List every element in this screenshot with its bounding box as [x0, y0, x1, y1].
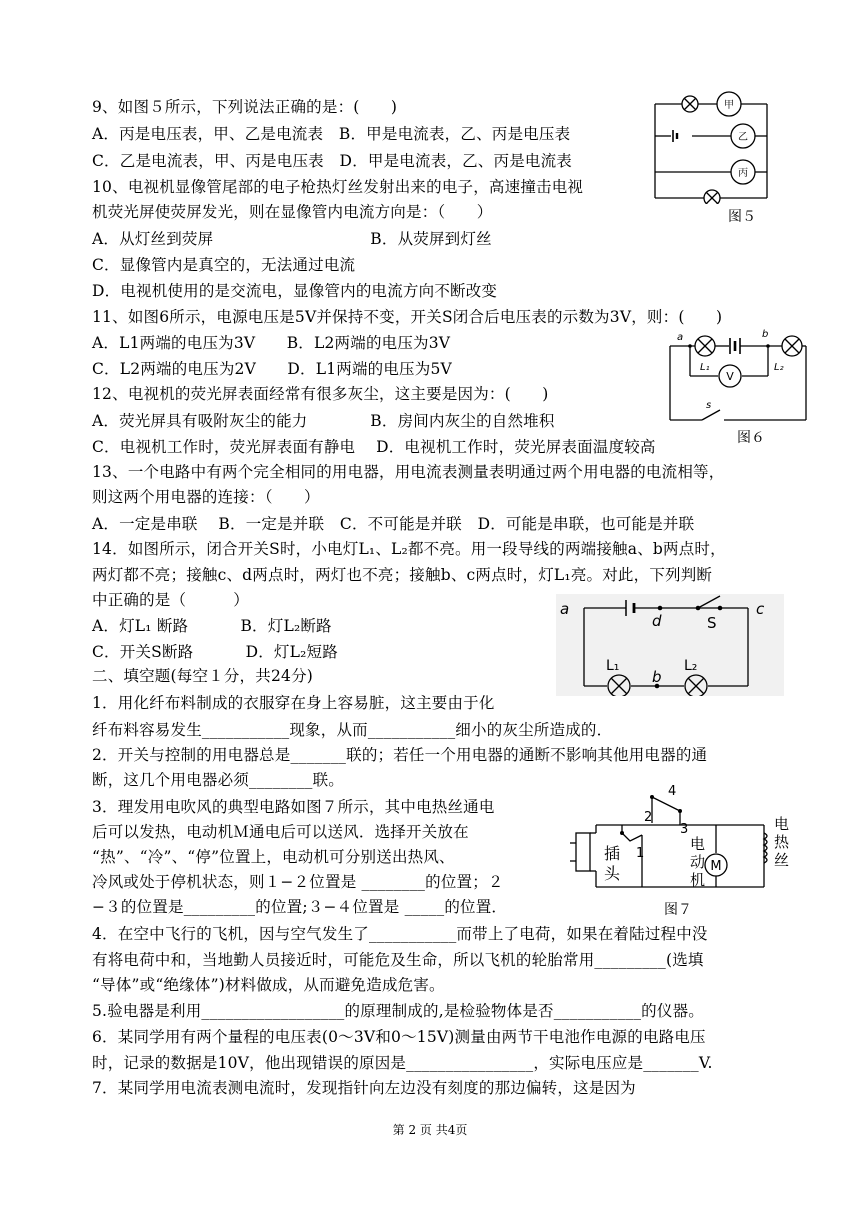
fb1-line-2: 纤布料容易发生___________现象，从而___________细小的灰尘所造成的．	[92, 721, 613, 739]
q13-options: A．一定是串联 B．一定是并联 C．不可能是并联 D．可能是串联，也可能是并联	[92, 515, 695, 533]
figure-7-circuit	[556, 783, 796, 901]
q12-stem: 12、电视机的荧光屏表面经常有很多灰尘，这主要是因为：( )	[92, 385, 549, 403]
q9-stem: 9、如图５所示，下列说法正确的是：( )	[92, 98, 398, 116]
fig7-label-dian: 电	[690, 835, 706, 853]
fig14-label-a: a	[560, 600, 570, 618]
fb6-line-2: 时，记录的数据是10V，他出现错误的原因是________________，实际电压应是_______V.	[92, 1054, 713, 1072]
fig14-label-d: d	[652, 612, 662, 630]
fb4-line-3: “导体”或“绝缘体”)材料做成，从而避免造成危害。	[92, 976, 445, 994]
fig6-label-l2: L₂	[774, 362, 784, 373]
fig7-label-tou: 头	[604, 864, 621, 883]
figure-5-caption: 图５	[728, 209, 756, 225]
fb3-line-4: 冷风或处于停机状态，则１−２位置是 ________的位置；２	[92, 873, 504, 891]
q11-option-cd: C．L2两端的电压为2V D．L1两端的电压为5V	[92, 360, 452, 378]
fb3-line-1: 3．理发用电吹风的典型电路如图７所示，其中电热丝通电	[92, 798, 495, 816]
q14-option-cd: C．开关S断路 D．灯L₂短路	[92, 643, 338, 661]
q14-stem-3: 中正确的是（ ）	[92, 591, 250, 609]
fig14-label-l2: L₂	[684, 658, 698, 674]
fig5-label-yi: 乙	[738, 132, 748, 143]
fb2-line-1: 2．开关与控制的用电器总是_______联的；若任一个用电器的通断不影响其他用电器的通	[92, 746, 708, 764]
q10-option-ab: A．从灯丝到荧屏 B．从荧屏到灯丝	[92, 230, 492, 248]
fig14-label-b: b	[652, 668, 662, 686]
fig7-label-heat-2: 热	[774, 833, 790, 851]
fb4-line-2: 有将电荷中和，当地勤人员接近时，可能危及生命，所以飞机的轮胎常用_________(选填	[92, 951, 704, 969]
q11-stem: 11、如图6所示，电源电压是5V并保持不变，开关S闭合后电压表的示数为3V，则：( )	[92, 308, 723, 326]
q12-option-cd: C．电视机工作时，荧光屏表面有静电 D．电视机工作时，荧光屏表面温度较高	[92, 438, 656, 456]
fig7-label-2: 2	[644, 810, 653, 825]
fig7-label-heat-3: 丝	[774, 851, 790, 869]
fb2-line-2: 断，这几个用电器必须________联。	[92, 771, 345, 789]
figure-7-caption: 图７	[664, 902, 692, 918]
q9-option-cd: C．乙是电流表，甲、丙是电压表 D．甲是电流表，乙、丙是电流表	[92, 152, 572, 170]
q14-stem-1: 14．如图所示，闭合开关S时，小电灯L₁、L₂都不亮。用一段导线的两端接触a、b两点时，	[92, 540, 726, 558]
fig7-label-heat-1: 电	[774, 815, 790, 833]
q9-option-ab: A．丙是电压表，甲、乙是电流表 B．甲是电流表，乙、丙是电压表	[92, 125, 571, 143]
q14-stem-2: 两灯都不亮；接触c、d两点时，两灯也不亮；接触b、c两点时，灯L₁亮。对此，下列判断	[92, 566, 713, 584]
figure-6-circuit	[660, 326, 820, 428]
q11-option-ab: A．L1两端的电压为3V B．L2两端的电压为3V	[92, 334, 451, 352]
q13-stem-2: 则这两个用电器的连接：（ ）	[92, 488, 320, 506]
fig6-label-a: a	[677, 332, 684, 343]
figure-5-circuit	[650, 88, 772, 204]
figure-q14-circuit	[556, 594, 784, 696]
fig6-label-b: b	[762, 329, 769, 340]
fig7-label-4: 4	[668, 784, 677, 799]
fig7-label-motor: M	[710, 859, 722, 874]
fig7-label-cha: 插	[604, 844, 621, 863]
fig7-label-dong: 动	[690, 853, 706, 871]
section-fill-blank: 二、填空题(每空１分，共24分)	[92, 667, 314, 685]
fig7-label-3: 3	[680, 822, 689, 837]
q12-option-ab: A．荧光屏具有吸附灰尘的能力 B．房间内灰尘的自然堆积	[92, 412, 555, 430]
fb3-line-2: 后可以发热，电动机Ｍ通电后可以送风．选择开关放在	[92, 823, 469, 841]
page-footer: 第 2 页 共4页	[392, 1123, 468, 1137]
q14-option-ab: A．灯L₁ 断路 B．灯L₂断路	[92, 617, 332, 635]
fig6-label-voltmeter: V	[726, 370, 734, 383]
fig7-label-ji: 机	[690, 871, 706, 889]
fig6-label-l1: L₁	[700, 362, 710, 373]
fig7-label-1: 1	[636, 846, 645, 861]
q10-stem-2: 机荧光屏使荧屏发光，则在显像管内电流方向是：（ ）	[92, 203, 493, 221]
fig14-label-s: S	[707, 614, 717, 632]
fig14-label-l1: L₁	[606, 658, 620, 674]
fig14-label-c: c	[756, 600, 765, 618]
figure-6-caption: 图６	[737, 430, 765, 446]
fb3-line-5: −３的位置是_________的位置;３−４位置是 _____的位置．	[92, 898, 508, 916]
fb6-line-1: 6．某同学用有两个量程的电压表(0～3V和0～15V)测量由两节干电池作电源的电路电压	[92, 1028, 706, 1046]
fb4-line-1: 4．在空中飞行的飞机，因与空气发生了___________而带上了电荷，如果在着陆过程中没	[92, 925, 708, 943]
fb7-line-1: 7．某同学用电流表测电流时，发现指针向左边没有刻度的那边偏转，这是因为	[92, 1079, 636, 1097]
q10-option-c: C．显像管内是真空的，无法通过电流	[92, 256, 356, 274]
fb5-line: 5.验电器是利用__________________的原理制成的,是检验物体是否___________的仪器。	[92, 1002, 704, 1020]
fig5-label-jia: 甲	[724, 100, 734, 111]
fb3-line-3: “热”、“冷”、“停”位置上，电动机可分别送出热风、	[92, 848, 455, 866]
fig5-label-bing: 丙	[738, 168, 748, 179]
q10-option-d: D．电视机使用的是交流电，显像管内的电流方向不断改变	[92, 282, 498, 300]
q10-stem-1: 10、电视机显像管尾部的电子枪热灯丝发射出来的电子，高速撞击电视	[92, 178, 584, 196]
fb1-line-1: 1．用化纤布料制成的衣服穿在身上容易脏，这主要由于化	[92, 694, 495, 712]
q13-stem-1: 13、一个电路中有两个完全相同的用电器，用电流表测量表明通过两个用电器的电流相等，	[92, 463, 725, 481]
fig6-label-switch: s	[706, 400, 712, 411]
